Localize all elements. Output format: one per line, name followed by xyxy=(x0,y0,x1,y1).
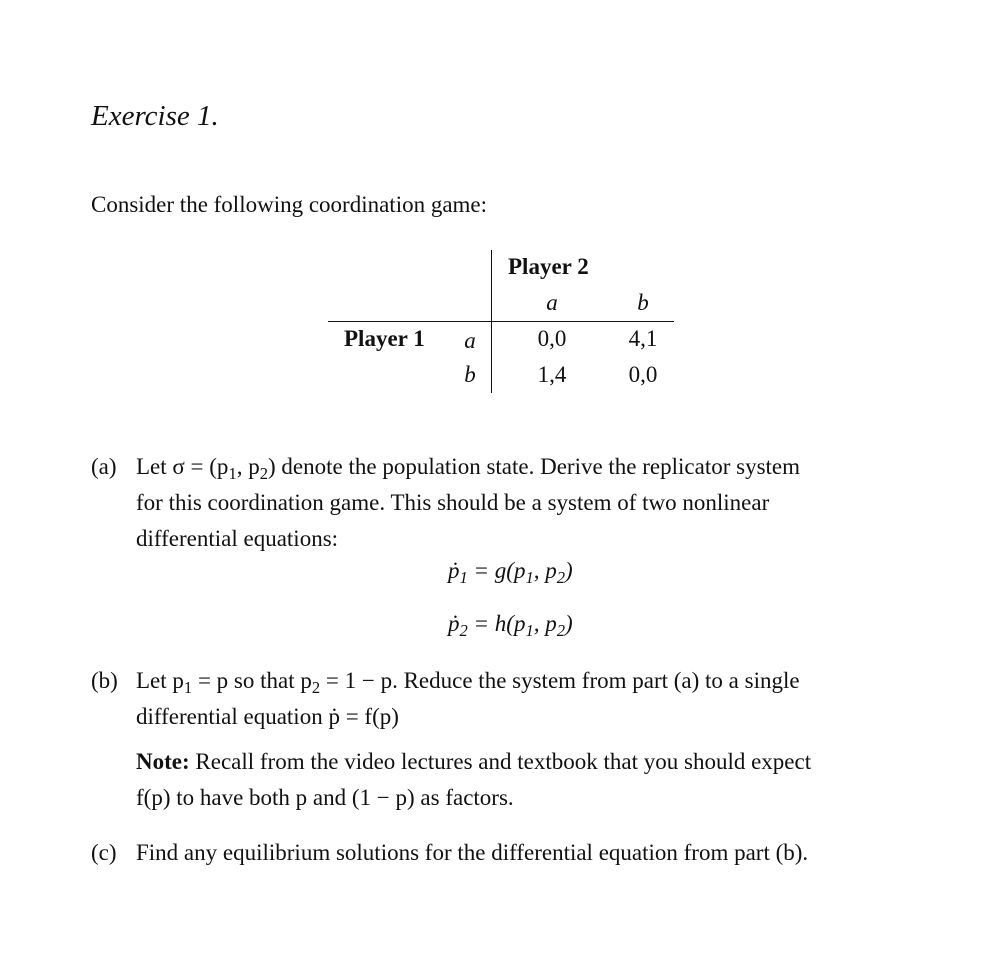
exercise-title: Exercise 1. xyxy=(91,100,219,132)
note-line-2: f(p) to have both p and (1 − p) as factors. xyxy=(136,785,514,810)
note-text: Recall from the video lectures and textbook that you should expect xyxy=(189,749,812,774)
part-a-text-3: ) denote the population state. Derive the replicator system xyxy=(268,454,801,479)
eq-rhs: = g(p xyxy=(467,558,526,583)
payoff-cell: 4,1 xyxy=(628,326,658,351)
eq-sep: , p xyxy=(533,558,557,583)
payoff-cell: 0,0 xyxy=(628,362,658,387)
note-line-1 xyxy=(136,744,811,780)
eq-sep: , p xyxy=(533,611,557,636)
col-strategy-a: a xyxy=(546,290,558,315)
part-b-note xyxy=(136,744,811,816)
col-player-label: Player 2 xyxy=(508,254,589,279)
part-a-line-2: for this coordination game. This should be a system of two nonlinear xyxy=(136,490,770,515)
subscript: 1 xyxy=(183,677,193,697)
part-a-text xyxy=(136,449,800,557)
row-strategy-b: b xyxy=(464,362,476,387)
subscript: 2 xyxy=(311,677,321,697)
part-b-text xyxy=(136,663,800,735)
part-a-line-1 xyxy=(136,449,800,485)
part-b-line-1 xyxy=(136,663,800,699)
eq-end: ) xyxy=(565,611,573,636)
subscript: 1 xyxy=(525,567,534,587)
part-b-text-3: = 1 − p. Reduce the system from part (a) to a single xyxy=(320,668,800,693)
eq-rhs: = h(p xyxy=(467,611,526,636)
payoff-cell: 0,0 xyxy=(537,326,567,351)
part-a-text-1: Let σ = (p xyxy=(136,454,229,479)
part-c-text: Find any equilibrium solutions for the differential equation from part (b). xyxy=(136,840,809,865)
table-horizontal-rule xyxy=(328,321,674,322)
subscript: 2 xyxy=(556,620,566,640)
subscript: 1 xyxy=(228,463,237,483)
part-c-marker: (c) xyxy=(91,840,117,865)
col-strategy-b: b xyxy=(637,290,649,315)
part-a-marker: (a) xyxy=(91,454,117,479)
eq-derivative: ṗ xyxy=(448,611,460,636)
equation-1 xyxy=(448,558,573,587)
part-a-line-3: differential equations: xyxy=(136,526,339,551)
eq-derivative: ṗ xyxy=(448,558,460,583)
payoff-cell: 1,4 xyxy=(537,362,567,387)
subscript: 1 xyxy=(459,567,468,587)
part-b-text-1: Let p xyxy=(136,668,184,693)
row-player-label: Player 1 xyxy=(344,326,425,351)
eq-end: ) xyxy=(565,558,573,583)
part-b-marker: (b) xyxy=(91,668,118,693)
equation-2 xyxy=(448,611,573,640)
row-strategy-a: a xyxy=(464,328,476,353)
part-a-text-2: , p xyxy=(236,454,260,479)
part-b-line-2: differential equation ṗ = f(p) xyxy=(136,704,399,729)
subscript: 2 xyxy=(259,463,268,483)
subscript: 2 xyxy=(556,567,566,587)
subscript: 2 xyxy=(459,620,468,640)
part-b-text-2: = p so that p xyxy=(192,668,312,693)
intro-text: Consider the following coordination game: xyxy=(91,192,488,217)
note-label: Note: xyxy=(136,749,190,774)
subscript: 1 xyxy=(525,620,534,640)
